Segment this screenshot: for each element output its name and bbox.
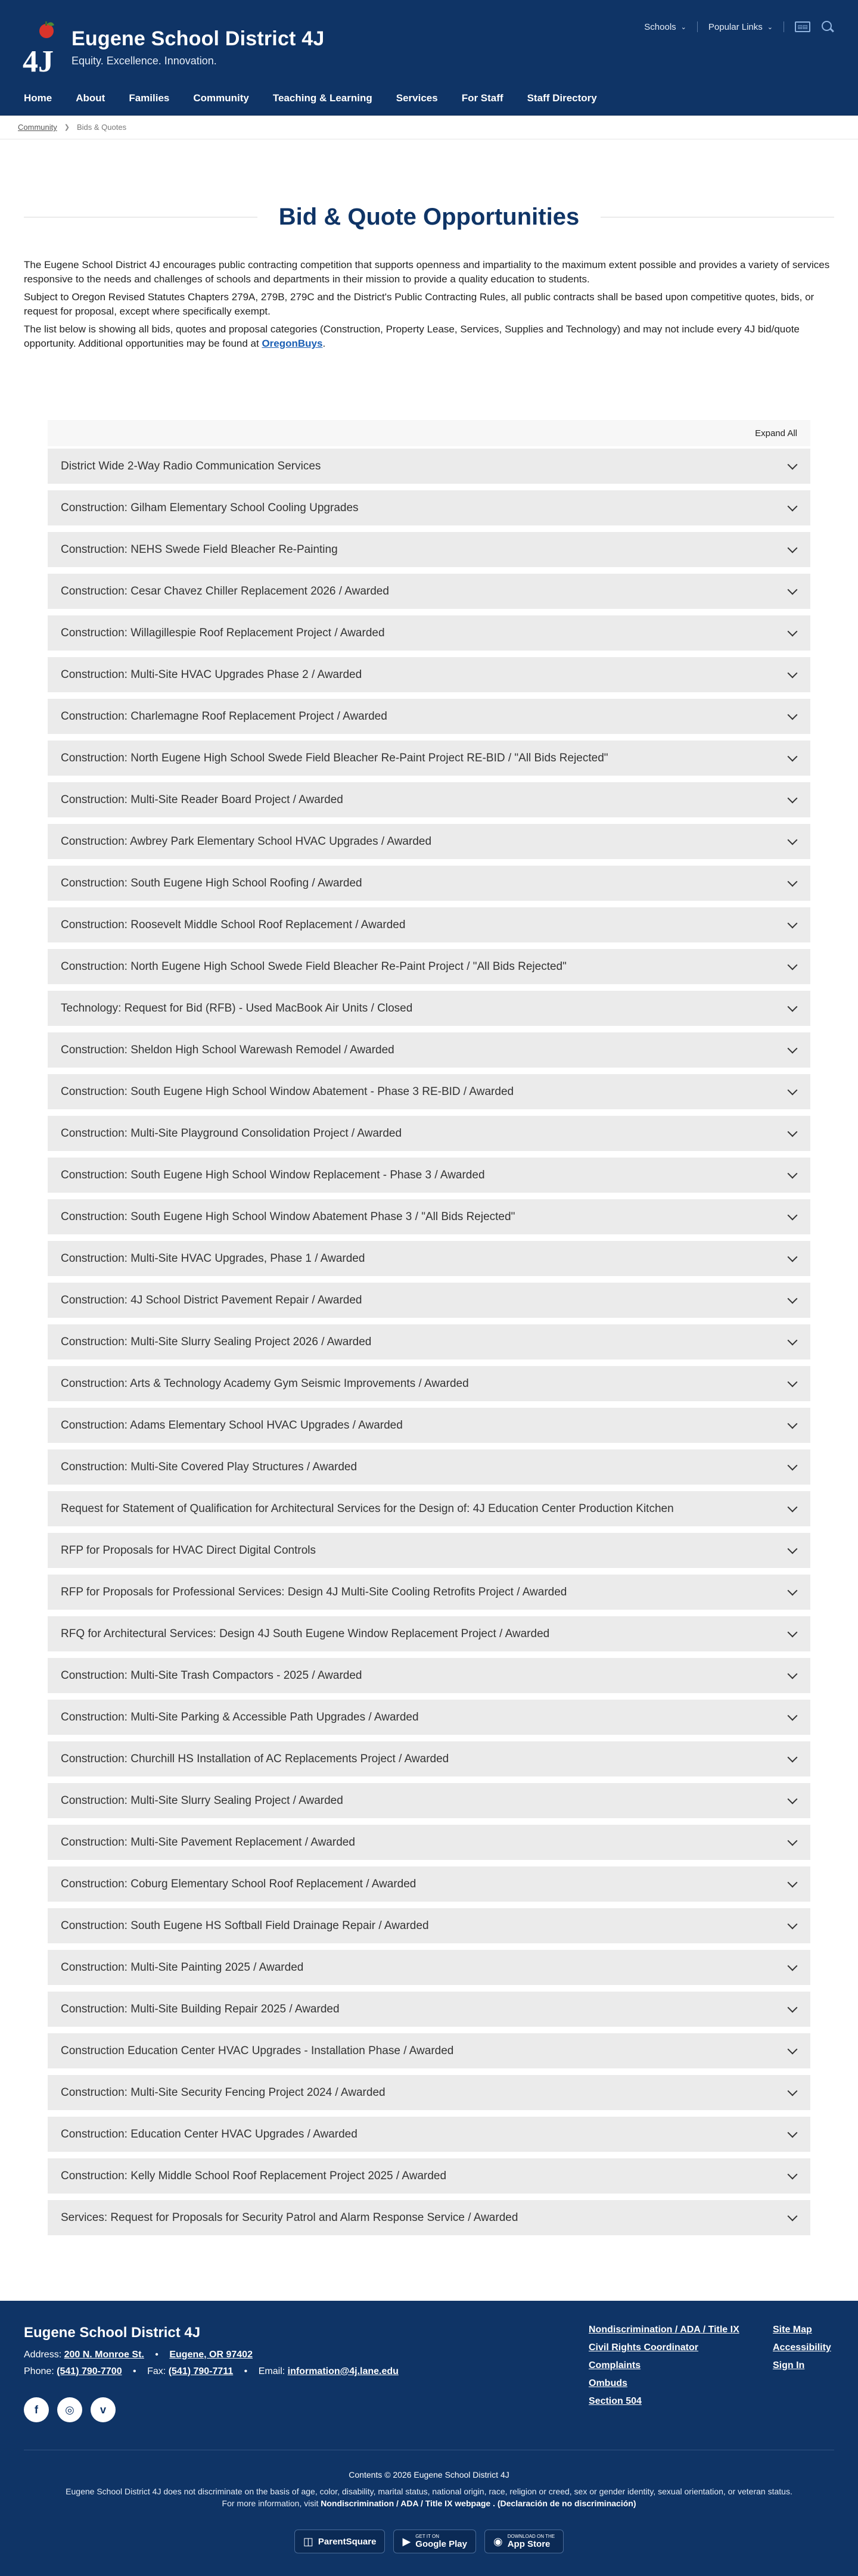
nav-teaching-learning[interactable]: Teaching & Learning bbox=[272, 92, 372, 104]
accordion-item-title: Construction: Churchill HS Installation of AC Replacements Project / Awarded bbox=[61, 1752, 449, 1765]
chevron-down-icon: ⌄ bbox=[680, 23, 686, 31]
chevron-down-icon bbox=[788, 668, 798, 678]
accordion-item-title: Construction: Kelly Middle School Roof Replacement Project 2025 / Awarded bbox=[61, 2169, 447, 2182]
footer-link-sign-in[interactable]: Sign In bbox=[773, 2360, 805, 2370]
accordion-item[interactable] bbox=[48, 1324, 810, 1359]
accordion-item[interactable] bbox=[48, 1908, 810, 1943]
chevron-down-icon: ⌄ bbox=[767, 23, 773, 31]
accordion-item-title: Construction: Multi-Site Building Repair 2025 / Awarded bbox=[61, 2002, 340, 2015]
accordion-item-title: Construction: South Eugene High School Window Abatement Phase 3 / "All Bids Rejected" bbox=[61, 1210, 515, 1223]
accordion-item-title: Construction Education Center HVAC Upgrades - Installation Phase / Awarded bbox=[61, 2044, 454, 2057]
nav-home[interactable]: Home bbox=[24, 92, 52, 104]
accordion-item-title: Construction: Multi-Site Security Fencing Project 2024 / Awarded bbox=[61, 2086, 386, 2099]
schools-menu-label: Schools bbox=[644, 21, 676, 32]
expand-bar bbox=[48, 420, 810, 446]
site-name[interactable]: Eugene School District 4J bbox=[72, 27, 325, 50]
accordion-item[interactable] bbox=[48, 1533, 810, 1568]
nondiscrimination-statement bbox=[60, 2485, 798, 2509]
accordion-item[interactable] bbox=[48, 1366, 810, 1401]
accordion-item[interactable] bbox=[48, 907, 810, 942]
disclaimer-link[interactable]: Nondiscrimination / ADA / Title IX webpage . (Declaración de no discriminación) bbox=[321, 2499, 636, 2508]
accordion-item[interactable] bbox=[48, 1616, 810, 1651]
accordion-item-title: Construction: Roosevelt Middle School Roof Replacement / Awarded bbox=[61, 918, 406, 931]
accordion-item-title: Construction: Willagillespie Roof Replacement Project / Awarded bbox=[61, 626, 385, 639]
social-links bbox=[24, 2397, 116, 2422]
chevron-down-icon bbox=[788, 751, 798, 761]
footer-link-complaints[interactable]: Complaints bbox=[589, 2360, 641, 2370]
accordion-item-title: Construction: Charlemagne Roof Replacement Project / Awarded bbox=[61, 710, 387, 723]
app-badges bbox=[0, 2530, 858, 2553]
chevron-down-icon bbox=[788, 1669, 798, 1679]
chevron-down-icon bbox=[788, 1627, 798, 1637]
accordion-item[interactable] bbox=[48, 991, 810, 1026]
chevron-down-icon bbox=[788, 501, 798, 511]
phone-link[interactable]: (541) 790-7700 bbox=[57, 2366, 122, 2376]
google-play-label: Google Play bbox=[415, 2539, 467, 2549]
accordion-item[interactable] bbox=[48, 1241, 810, 1276]
email-label: Email: bbox=[258, 2366, 285, 2376]
chevron-down-icon bbox=[788, 1293, 798, 1303]
accordion-item-title: Construction: Multi-Site Parking & Accessible Path Upgrades / Awarded bbox=[61, 1710, 419, 1723]
parentsquare-icon: ◫ bbox=[303, 2535, 313, 2547]
accordion-item-title: Construction: Coburg Elementary School Roof Replacement / Awarded bbox=[61, 1877, 416, 1890]
intro-paragraph-1: The Eugene School District 4J encourages public contracting competition that supports openness and impartiality to the maximum extent possible and provides a variety of services responsive to the needs and challenges of schools and departments in their mission to provide a quality education to students. bbox=[24, 259, 830, 285]
accordion-item[interactable] bbox=[48, 2075, 810, 2110]
accordion-item-title: Construction: NEHS Swede Field Bleacher Re-Painting bbox=[61, 543, 338, 556]
accordion-item-title: Construction: Multi-Site Pavement Replacement / Awarded bbox=[61, 1835, 355, 1849]
separator: • bbox=[155, 2350, 158, 2360]
footer-link-nondiscrimination[interactable]: Nondiscrimination / ADA / Title IX bbox=[589, 2325, 739, 2335]
footer-district-name: Eugene School District 4J bbox=[24, 2325, 201, 2341]
accordion-item-title: Construction: North Eugene High School Swede Field Bleacher Re-Paint Project RE-BID / "All Bids Rejected" bbox=[61, 751, 608, 764]
google-play-text bbox=[415, 2534, 467, 2549]
footer-link-site-map[interactable]: Site Map bbox=[773, 2325, 812, 2335]
chevron-down-icon bbox=[788, 2086, 798, 2096]
footer-address bbox=[24, 2350, 253, 2360]
apple-icon: ◉ bbox=[493, 2535, 503, 2547]
accordion-item[interactable] bbox=[48, 1950, 810, 1985]
divider bbox=[697, 21, 698, 32]
app-store-badge[interactable] bbox=[484, 2530, 564, 2553]
popular-links-label: Popular Links bbox=[708, 21, 763, 32]
schools-menu[interactable] bbox=[644, 22, 686, 32]
accordion-item-title: Construction: South Eugene HS Softball Field Drainage Repair / Awarded bbox=[61, 1919, 429, 1932]
accordion-item[interactable] bbox=[48, 1992, 810, 2027]
accordion-item[interactable] bbox=[48, 615, 810, 651]
address-street-link[interactable]: 200 N. Monroe St. bbox=[64, 2350, 144, 2360]
chevron-down-icon bbox=[788, 1085, 798, 1095]
accordion-item-title: Construction: Cesar Chavez Chiller Replacement 2026 / Awarded bbox=[61, 584, 389, 598]
accordion-item-title: Construction: Education Center HVAC Upgrades / Awarded bbox=[61, 2127, 358, 2141]
accordion-item[interactable] bbox=[48, 1783, 810, 1818]
accordion-item[interactable] bbox=[48, 1575, 810, 1610]
chevron-down-icon bbox=[788, 1502, 798, 1512]
disclaimer-text: Eugene School District 4J does not discriminate on the basis of age, color, disability, marital status, national origin, race, religion or creed, sex or gender identity, sexual orientation, or veteran status. For more information, visit bbox=[66, 2487, 792, 2508]
google-play-icon: ▶ bbox=[402, 2535, 411, 2547]
accordion-item[interactable] bbox=[48, 1658, 810, 1693]
accordion-item[interactable] bbox=[48, 782, 810, 817]
copyright: Contents © 2026 Eugene School District 4J bbox=[349, 2470, 509, 2479]
chevron-down-icon bbox=[788, 835, 798, 845]
nav-staff-directory[interactable]: Staff Directory bbox=[527, 92, 597, 104]
accordion-item-title: RFP for Proposals for HVAC Direct Digital Controls bbox=[61, 1544, 316, 1557]
chevron-down-icon bbox=[788, 918, 798, 928]
chevron-down-icon bbox=[788, 1877, 798, 1887]
district-logo[interactable] bbox=[23, 20, 56, 77]
accordion-item-title: Construction: Multi-Site Playground Consolidation Project / Awarded bbox=[61, 1127, 402, 1140]
accordion-item-title: Construction: Multi-Site Trash Compactors - 2025 / Awarded bbox=[61, 1669, 362, 1682]
accordion-item[interactable] bbox=[48, 1074, 810, 1109]
nav-families[interactable]: Families bbox=[129, 92, 170, 104]
accordion-item[interactable] bbox=[48, 1825, 810, 1860]
oregonbuys-link[interactable]: OregonBuys bbox=[262, 338, 323, 349]
chevron-down-icon bbox=[788, 1127, 798, 1137]
chevron-down-icon bbox=[788, 1794, 798, 1804]
app-store-small: DOWNLOAD ON THE bbox=[507, 2534, 555, 2539]
intro-paragraph-3 bbox=[24, 322, 834, 351]
footer-links-col2 bbox=[773, 2325, 831, 2378]
accordion-item-title: Construction: Multi-Site Slurry Sealing Project 2026 / Awarded bbox=[61, 1335, 372, 1348]
footer-links-col1 bbox=[589, 2325, 739, 2414]
footer-link-accessibility[interactable]: Accessibility bbox=[773, 2342, 831, 2353]
intro-end: . bbox=[322, 338, 326, 349]
main-nav bbox=[0, 91, 858, 116]
accordion-item-title: Construction: Arts & Technology Academy Gym Seismic Improvements / Awarded bbox=[61, 1377, 469, 1390]
vimeo-icon[interactable]: v bbox=[91, 2397, 116, 2422]
accordion-item-title: Construction: Sheldon High School Warewash Remodel / Awarded bbox=[61, 1043, 394, 1056]
popular-links-menu[interactable] bbox=[708, 22, 773, 32]
accordion-item-title: District Wide 2-Way Radio Communication Services bbox=[61, 459, 321, 472]
accordion-item[interactable] bbox=[48, 574, 810, 609]
accordion-item[interactable] bbox=[48, 2117, 810, 2152]
chevron-down-icon bbox=[788, 584, 798, 595]
chevron-down-icon bbox=[788, 710, 798, 720]
intro-text bbox=[24, 258, 834, 351]
app-store-label: App Store bbox=[507, 2539, 551, 2549]
phone-label: Phone: bbox=[24, 2366, 54, 2376]
intro-paragraph-3-text: The list below is showing all bids, quotes and proposal categories (Construction, Property Lease, Services, Supplies and Technology) and may not include every 4J bid/quote opportunity. Additional opportunities may be found at bbox=[24, 323, 800, 349]
breadcrumb-current: Bids & Quotes bbox=[76, 123, 127, 132]
accordion-item-title: Request for Statement of Qualification for Architectural Services for the Design of: 4J Education Center Production Kitchen bbox=[61, 1502, 674, 1515]
accordion-item-title: Construction: Multi-Site Painting 2025 / Awarded bbox=[61, 1961, 304, 1974]
google-play-small: GET IT ON bbox=[415, 2534, 439, 2539]
chevron-down-icon bbox=[788, 1168, 798, 1178]
translate-icon[interactable]: ▤▤ bbox=[795, 21, 810, 32]
chevron-down-icon bbox=[788, 2002, 798, 2012]
chevron-down-icon bbox=[788, 1544, 798, 1554]
accordion-item-title: Construction: Gilham Elementary School Cooling Upgrades bbox=[61, 501, 359, 514]
nav-about[interactable]: About bbox=[76, 92, 105, 104]
footer-link-ombuds[interactable]: Ombuds bbox=[589, 2378, 627, 2388]
accordion-item-title: RFQ for Architectural Services: Design 4J South Eugene Window Replacement Project / Awarded bbox=[61, 1627, 550, 1640]
chevron-down-icon bbox=[788, 1460, 798, 1470]
accordion-item-title: Construction: South Eugene High School Window Replacement - Phase 3 / Awarded bbox=[61, 1168, 485, 1181]
accordion-item[interactable] bbox=[48, 866, 810, 901]
accordion-item[interactable] bbox=[48, 949, 810, 984]
page-title: Bid & Quote Opportunities bbox=[278, 204, 580, 230]
accordion-item-title: Technology: Request for Bid (RFB) - Used MacBook Air Units / Closed bbox=[61, 1001, 413, 1015]
accordion-list bbox=[48, 449, 810, 2235]
accordion-item[interactable] bbox=[48, 449, 810, 484]
address-label: Address: bbox=[24, 2350, 62, 2360]
search-icon[interactable] bbox=[821, 20, 834, 33]
parentsquare-label: ParentSquare bbox=[318, 2536, 377, 2547]
accordion-item-title: Construction: North Eugene High School Swede Field Bleacher Re-Paint Project / "All Bids Rejected" bbox=[61, 960, 567, 973]
accordion-item[interactable] bbox=[48, 657, 810, 692]
accordion-item-title: Construction: South Eugene High School Window Abatement - Phase 3 RE-BID / Awarded bbox=[61, 1085, 514, 1098]
fax-link[interactable]: (541) 790-7711 bbox=[168, 2366, 234, 2376]
accordion-item[interactable] bbox=[48, 1283, 810, 1318]
chevron-down-icon bbox=[788, 1919, 798, 1929]
logo-text: 4J bbox=[23, 45, 54, 77]
accordion-item-title: Services: Request for Proposals for Security Patrol and Alarm Response Service / Awarded bbox=[61, 2211, 518, 2224]
site-tagline: Equity. Excellence. Innovation. bbox=[72, 55, 217, 67]
accordion-item[interactable] bbox=[48, 1116, 810, 1151]
accordion-item[interactable] bbox=[48, 1199, 810, 1234]
google-play-badge[interactable] bbox=[393, 2530, 476, 2553]
chevron-down-icon bbox=[788, 1710, 798, 1721]
accordion-item[interactable] bbox=[48, 2158, 810, 2194]
chevron-down-icon bbox=[788, 1377, 798, 1387]
accordion-item[interactable] bbox=[48, 699, 810, 734]
accordion-item-title: Construction: Multi-Site Reader Board Project / Awarded bbox=[61, 793, 343, 806]
accordion-item[interactable] bbox=[48, 1700, 810, 1735]
accordion-item[interactable] bbox=[48, 824, 810, 859]
intro-paragraph-2: Subject to Oregon Revised Statutes Chapters 279A, 279B, 279C and the District's Public Contracting Rules, all public contracts shall be based upon competitive quotes, bids, or request for proposal, except where specifically exempt. bbox=[24, 291, 815, 317]
chevron-down-icon bbox=[788, 1252, 798, 1262]
chevron-down-icon bbox=[788, 1001, 798, 1012]
chevron-down-icon bbox=[788, 1961, 798, 1971]
chevron-down-icon bbox=[788, 2044, 798, 2054]
footer-link-section-504[interactable]: Section 504 bbox=[589, 2396, 642, 2406]
nav-services[interactable]: Services bbox=[396, 92, 438, 104]
footer-contact bbox=[24, 2366, 399, 2377]
accordion-item[interactable] bbox=[48, 1449, 810, 1485]
chevron-down-icon bbox=[788, 1752, 798, 1762]
accordion-item-title: Construction: Multi-Site Slurry Sealing Project / Awarded bbox=[61, 1794, 343, 1807]
chevron-down-icon bbox=[788, 876, 798, 886]
accordion-item-title: Construction: Adams Elementary School HVAC Upgrades / Awarded bbox=[61, 1418, 403, 1432]
chevron-down-icon bbox=[788, 543, 798, 553]
accordion-item[interactable] bbox=[48, 1491, 810, 1526]
nav-for-staff[interactable]: For Staff bbox=[461, 92, 503, 104]
accordion-item[interactable] bbox=[48, 2033, 810, 2068]
address-city-link[interactable]: Eugene, OR 97402 bbox=[169, 2350, 253, 2360]
accordion-item-title: Construction: Multi-Site HVAC Upgrades, Phase 1 / Awarded bbox=[61, 1252, 365, 1265]
email-link[interactable]: information@4j.lane.edu bbox=[287, 2366, 399, 2376]
accordion-item[interactable] bbox=[48, 1158, 810, 1193]
accordion-item[interactable] bbox=[48, 1741, 810, 1777]
accordion-item-title: RFP for Proposals for Professional Services: Design 4J Multi-Site Cooling Retrofits Project / Awarded bbox=[61, 1585, 567, 1598]
chevron-down-icon bbox=[788, 2211, 798, 2221]
expand-all-button[interactable]: Expand All bbox=[755, 428, 797, 438]
app-store-text bbox=[508, 2534, 555, 2549]
chevron-down-icon bbox=[788, 1418, 798, 1429]
breadcrumb-community[interactable]: Community bbox=[18, 123, 57, 132]
site-header bbox=[0, 0, 858, 91]
footer-link-civil-rights[interactable]: Civil Rights Coordinator bbox=[589, 2342, 698, 2353]
accordion-item[interactable] bbox=[48, 2200, 810, 2235]
chevron-down-icon bbox=[788, 2127, 798, 2138]
fax-label: Fax: bbox=[147, 2366, 166, 2376]
chevron-down-icon bbox=[788, 1835, 798, 1846]
chevron-down-icon bbox=[788, 1335, 798, 1345]
utility-nav bbox=[644, 20, 834, 33]
parentsquare-badge[interactable] bbox=[294, 2530, 386, 2553]
chevron-down-icon bbox=[788, 2169, 798, 2179]
separator: • bbox=[244, 2366, 248, 2376]
accordion-item[interactable] bbox=[48, 1032, 810, 1068]
breadcrumb bbox=[0, 116, 858, 139]
separator: • bbox=[133, 2366, 136, 2376]
chevron-down-icon bbox=[788, 1585, 798, 1595]
accordion-item[interactable] bbox=[48, 1408, 810, 1443]
accordion-item-title: Construction: South Eugene High School Roofing / Awarded bbox=[61, 876, 362, 889]
instagram-icon[interactable]: ◎ bbox=[57, 2397, 82, 2422]
facebook-icon[interactable]: f bbox=[24, 2397, 49, 2422]
bid-accordion bbox=[48, 420, 810, 2235]
chevron-down-icon bbox=[788, 1043, 798, 1053]
chevron-down-icon bbox=[788, 793, 798, 803]
chevron-down-icon bbox=[788, 1210, 798, 1220]
accordion-item[interactable] bbox=[48, 532, 810, 567]
accordion-item-title: Construction: Multi-Site Covered Play Structures / Awarded bbox=[61, 1460, 358, 1473]
accordion-item[interactable] bbox=[48, 1866, 810, 1902]
site-footer bbox=[0, 2301, 858, 2576]
chevron-down-icon bbox=[788, 626, 798, 636]
page-title-wrap bbox=[24, 204, 834, 231]
accordion-item-title: Construction: Awbrey Park Elementary School HVAC Upgrades / Awarded bbox=[61, 835, 432, 848]
chevron-down-icon bbox=[788, 459, 798, 469]
accordion-item-title: Construction: 4J School District Pavement Repair / Awarded bbox=[61, 1293, 362, 1306]
nav-community[interactable]: Community bbox=[193, 92, 249, 104]
chevron-down-icon bbox=[788, 960, 798, 970]
accordion-item-title: Construction: Multi-Site HVAC Upgrades Phase 2 / Awarded bbox=[61, 668, 362, 681]
accordion-item[interactable] bbox=[48, 741, 810, 776]
chevron-right-icon: ❯ bbox=[64, 124, 70, 131]
accordion-item[interactable] bbox=[48, 490, 810, 525]
